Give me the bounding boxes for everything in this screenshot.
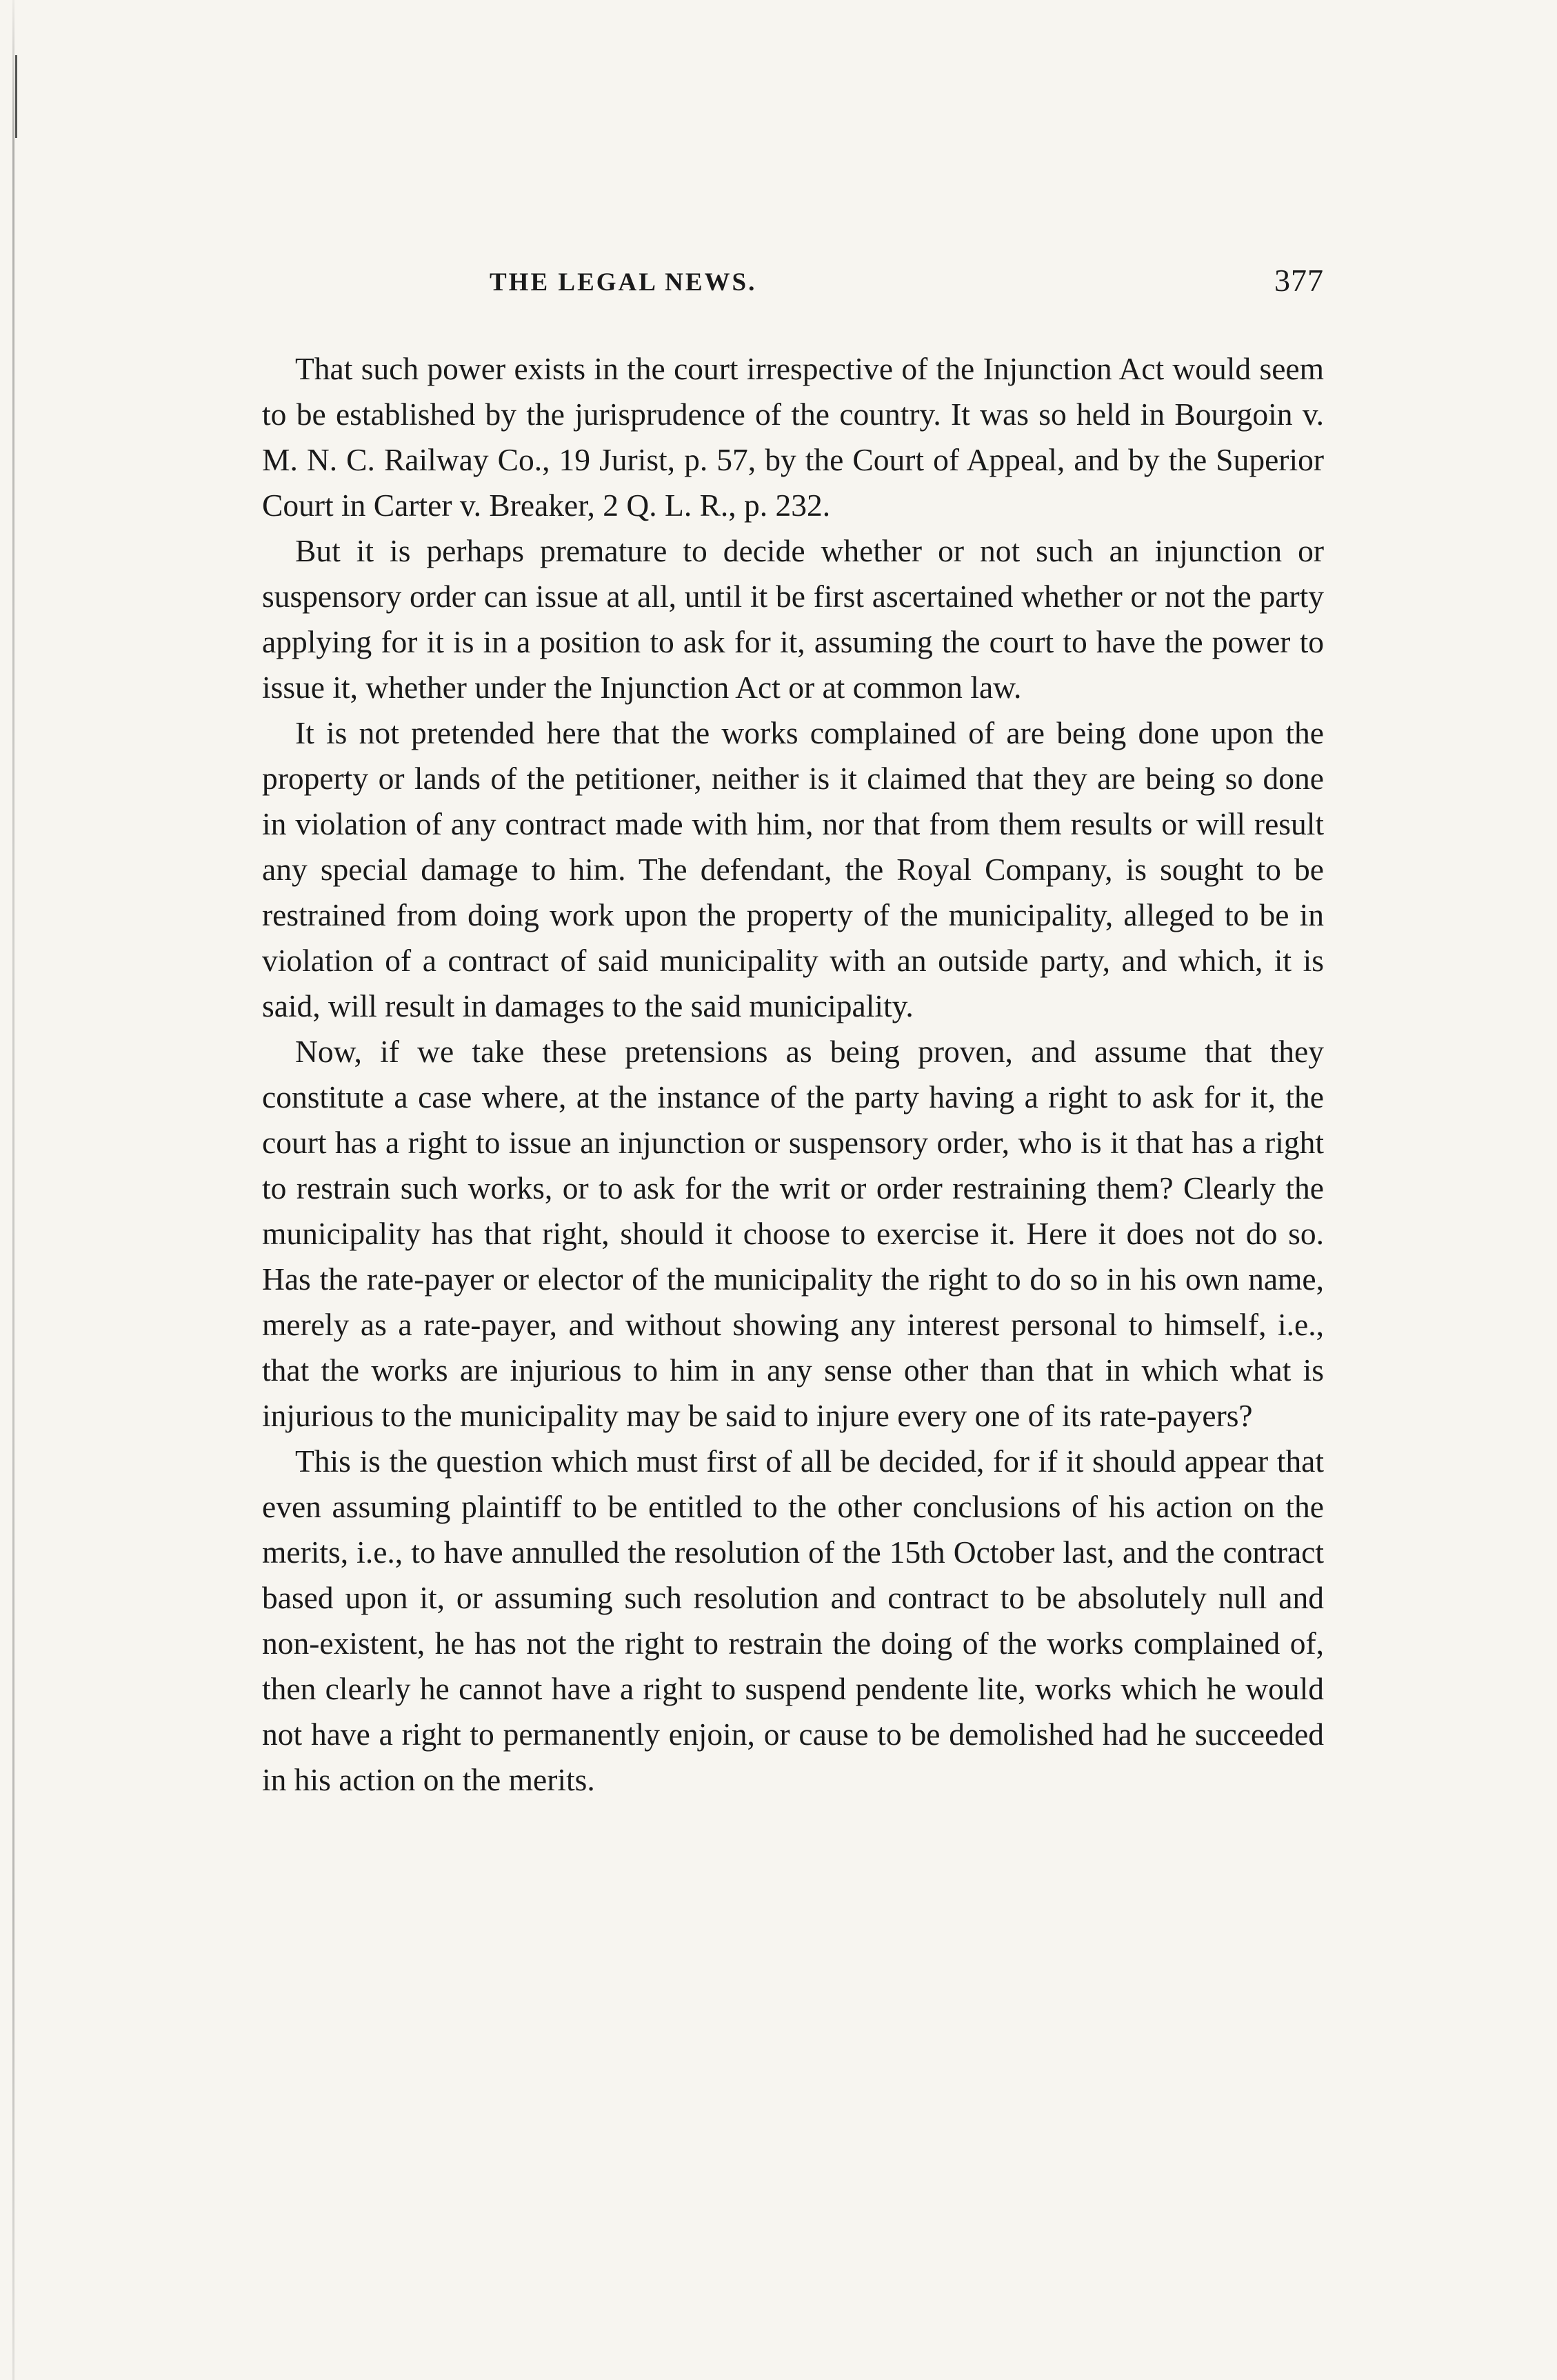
article-body: [262, 346, 1324, 1803]
journal-title: THE LEGAL NEWS.: [490, 268, 757, 297]
paragraph-5: This is the question which must first of all be decided, for if it should appear that even assuming plaintiff to be entitled to the other conclusions of his action on the merits, i.e., to have annulled the resolution of the 15th October last, and the contract based upon it, or assuming such resolution and contract to be absolutely null and non-existent, he has not the right to restrain the doing of the works complained of, then clearly he cannot have a right to suspend pendente lite, works which he would not have a right to permanently enjoin, or cause to be demolished had he succeeded in his action on the merits.: [262, 1443, 1324, 1797]
running-head: [262, 262, 1324, 310]
scan-edge-mark: [15, 55, 17, 138]
scan-edge-shadow: [12, 0, 14, 2380]
paragraph-1: That such power exists in the court irrespective of the Injunction Act would seem to be established by the jurisprudence of the country. It was so held in Bourgoin v. M. N. C. Railway Co., 19 Jurist, p. 57, by the Court of Appeal, and by the Superior Court in Carter v. Breaker, 2 Q. L. R., p. 232.: [262, 351, 1324, 523]
paragraph-2: But it is perhaps premature to decide whether or not such an injunction or suspensory order can issue at all, until it be first ascertained whether or not the party applying for it is in a position to ask for it, assuming the court to have the power to issue it, whether under the Injunction Act or at common law.: [262, 533, 1324, 705]
paragraph-4: Now, if we take these pretensions as being proven, and assume that they constitute a case where, at the instance of the party having a right to ask for it, the court has a right to issue an injunction or suspensory order, who is it that has a right to restrain such works, or to ask for the writ or order restraining them? Clearly the municipality has that right, should it choose to exercise it. Here it does not do so. Has the rate-payer or elector of the municipality the right to do so in his own name, merely as a rate-payer, and without showing any interest personal to himself, i.e., that the works are injurious to him in any sense other than that in which what is injurious to the municipality may be said to injure every one of its rate-payers?: [262, 1034, 1324, 1433]
page-number: 377: [1274, 263, 1324, 298]
document-page: [262, 262, 1324, 1803]
paragraph-3: It is not pretended here that the works complained of are being done upon the property or lands of the petitioner, neither is it claimed that they are being so done in violation of any contract made with him, nor that from them results or will result any special damage to him. The defendant, the Royal Company, is sought to be restrained from doing work upon the property of the municipality, alleged to be in violation of a contract of said municipality with an outside party, and which, it is said, will result in damages to the said municipality.: [262, 715, 1324, 1023]
